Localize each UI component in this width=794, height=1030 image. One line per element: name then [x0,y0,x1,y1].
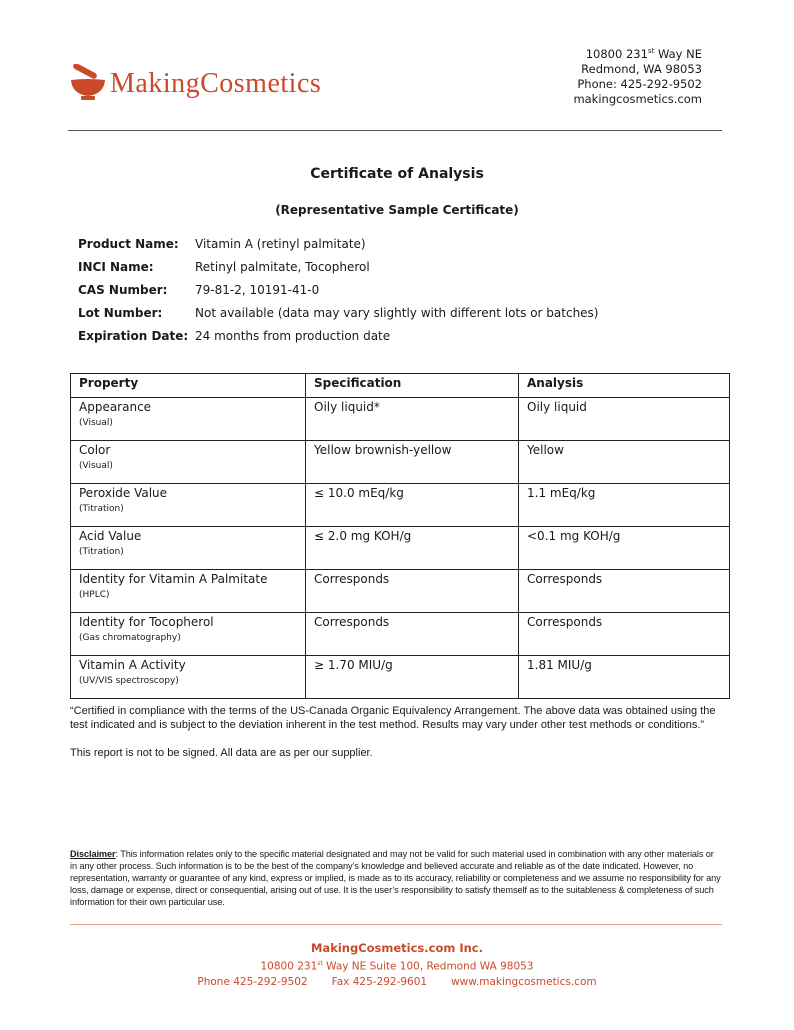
specification-cell: Corresponds [306,570,519,613]
table-header-row [71,374,730,398]
specification-cell: ≥ 1.70 MIU/g [306,656,519,699]
property-cell [71,570,306,613]
header-property: Property [71,374,306,398]
certification-note: “Certified in compliance with the terms of the US-Canada Organic Equivalency Arrangement. The above data was obtained using the test indicated and is subject to the deviation inherent in the test method. Results may vary under other test methods or conditions.” [70,705,716,731]
table-row [71,398,730,441]
product-info [78,232,599,347]
analysis-cell: Yellow [519,441,730,484]
property-cell [71,398,306,441]
street-name: Way NE [654,46,702,61]
header-divider [68,130,722,131]
footer-phone: Phone 425-292-9502 [197,975,308,988]
header-address [573,44,702,107]
test-method: (Titration) [79,504,124,514]
property-cell [71,613,306,656]
test-method: (Visual) [79,461,113,471]
table-row [71,484,730,527]
footer [0,941,794,990]
disclaimer-label: Disclaimer [70,849,116,859]
property-cell [71,484,306,527]
footer-divider [70,924,722,925]
analysis-cell: 1.1 mEq/kg [519,484,730,527]
property-cell [71,441,306,484]
logo-word-making: Making [110,68,201,99]
company-logo [68,62,321,106]
footer-company: MakingCosmetics.com Inc. [310,941,483,955]
analysis-cell: Corresponds [519,613,730,656]
disclaimer [70,848,722,908]
info-row-product-name [78,232,599,255]
analysis-cell: <0.1 mg KOH/g [519,527,730,570]
property-cell [71,656,306,699]
specification-cell: Oily liquid* [306,398,519,441]
address-line-website: makingcosmetics.com [573,91,702,106]
footer-contacts [0,975,794,990]
header-specification: Specification [306,374,519,398]
info-label: Expiration Date: [78,328,189,343]
info-label: Lot Number: [78,305,163,320]
test-method: (Titration) [79,547,124,557]
footer-website[interactable]: www.makingcosmetics.com [451,975,597,988]
property-name: Peroxide Value [79,486,168,500]
table-row [71,656,730,699]
address-line-phone: Phone: 425-292-9502 [577,76,702,91]
info-row-lot-number [78,301,599,324]
analysis-cell: 1.81 MIU/g [519,656,730,699]
street-number: 10800 231 [585,46,648,61]
footer-street-number: 10800 231 [260,960,318,973]
table-row [71,441,730,484]
specification-cell: ≤ 10.0 mEq/kg [306,484,519,527]
info-label: INCI Name: [78,259,154,274]
info-value: Retinyl palmitate, Tocopherol [195,259,370,274]
info-value: Not available (data may vary slightly with different lots or batches) [195,305,599,320]
property-name: Vitamin A Activity [79,658,186,672]
document-subtitle: (Representative Sample Certificate) [275,203,519,217]
property-name: Identity for Tocopherol [79,615,214,629]
header-analysis: Analysis [519,374,730,398]
mortar-pestle-icon [68,64,108,104]
info-label: Product Name: [78,236,179,251]
analysis-cell: Oily liquid [519,398,730,441]
info-label: CAS Number: [78,282,168,297]
address-line-city: Redmond, WA 98053 [581,61,702,76]
logo-word-cosmetics: Cosmetics [200,68,322,99]
specification-cell: Corresponds [306,613,519,656]
test-method: (UV/VIS spectroscopy) [79,676,179,686]
notes-section [70,704,730,774]
analysis-cell: Corresponds [519,570,730,613]
property-cell [71,527,306,570]
test-method: (HPLC) [79,590,110,600]
test-method: (Visual) [79,418,113,428]
street-suffix: st [647,47,655,55]
address-line-street [573,44,702,62]
test-method: (Gas chromatography) [79,633,181,643]
disclaimer-text: : This information relates only to the specific material designated and may not be valid for such material used in combination with any other materials or in any other process. Such information is to be the best of the company’s knowledge and believed accurate and reliable as of the date indicated. However, no representation, warranty or guarantee of any kind, express or implied, is made as to its accuracy, reliability or completeness and we assume no responsibility for any loss, damage or expense, direct or consequential, arising out of use. It is the user’s responsibility to satisfy themself as to the suitableness & completeness of such information for their own particular use. [70,849,721,907]
footer-fax: Fax 425-292-9601 [331,975,428,988]
document-title: Certificate of Analysis [310,166,484,182]
analysis-table [70,373,730,699]
table-row [71,613,730,656]
info-row-expiration-date [78,324,599,347]
table-row [71,570,730,613]
footer-street-suffix: st [317,960,323,967]
info-value: 79-81-2, 10191-41-0 [195,282,320,297]
specification-cell: ≤ 2.0 mg KOH/g [306,527,519,570]
info-row-inci-name [78,255,599,278]
specification-cell: Yellow brownish-yellow [306,441,519,484]
footer-street-name: Way NE Suite 100, Redmond WA 98053 [322,960,534,973]
property-name: Identity for Vitamin A Palmitate [79,572,268,586]
info-row-cas-number [78,278,599,301]
footer-address [0,956,794,975]
table-row [71,527,730,570]
logo-wordmark [110,68,321,100]
info-value: 24 months from production date [195,328,391,343]
signature-note: This report is not to be signed. All data are as per our supplier. [70,747,373,759]
property-name: Color [79,443,111,457]
property-name: Acid Value [79,529,142,543]
property-name: Appearance [79,400,152,414]
info-value: Vitamin A (retinyl palmitate) [195,236,366,251]
